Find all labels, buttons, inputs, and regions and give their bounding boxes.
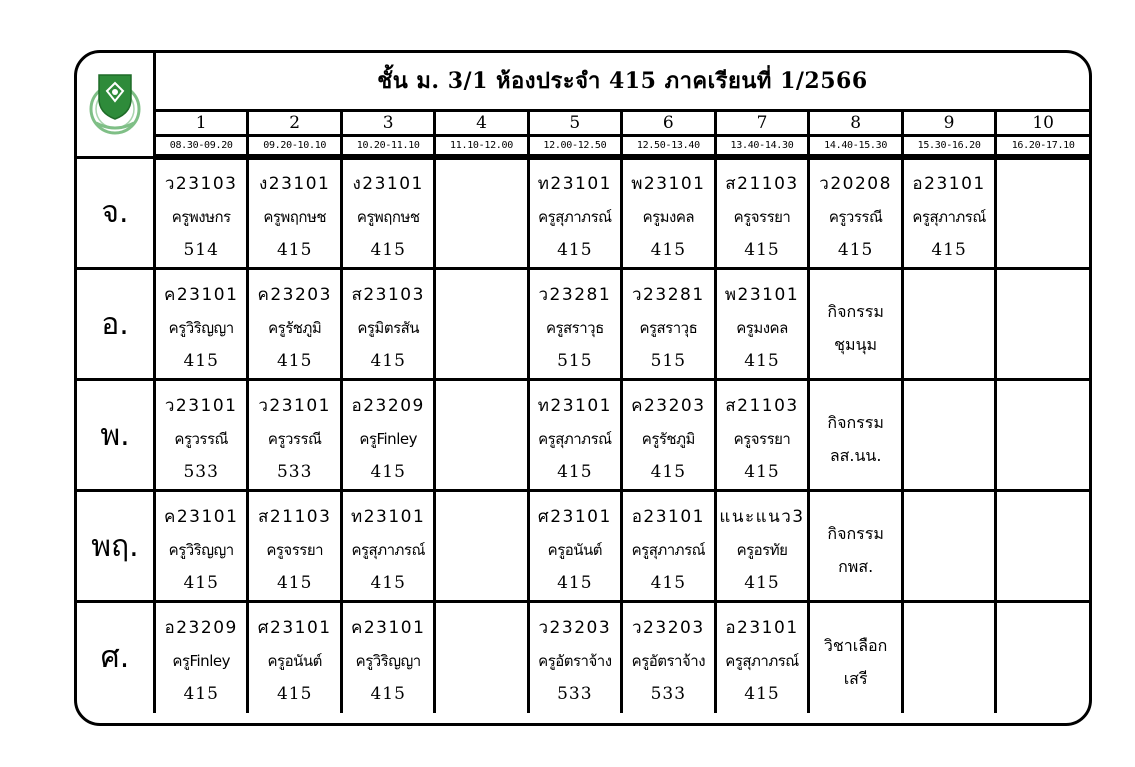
schedule-cell <box>154 380 248 491</box>
day-label: พ. <box>77 380 154 491</box>
schedule-cell <box>902 602 995 713</box>
day-label: จ. <box>77 157 154 269</box>
subject-code: ว23203 <box>632 618 705 639</box>
teacher-name: ครูอนันต์ <box>547 540 603 559</box>
room-number: 415 <box>744 350 780 371</box>
schedule-cell <box>528 157 622 269</box>
teacher-name: ครูจรรยา <box>266 540 324 559</box>
room-number: 415 <box>744 240 780 260</box>
teacher-name: ครูสุภาภรณ์ <box>912 208 986 226</box>
schedule-cell <box>528 269 622 380</box>
subject-code: พ23101 <box>724 284 800 305</box>
schedule-cell <box>248 380 342 491</box>
teacher-name: ครูสุภาภรณ์ <box>725 652 799 671</box>
room-number: 415 <box>557 461 593 482</box>
schedule-cell <box>622 157 716 269</box>
subject-code: ส23103 <box>351 284 425 305</box>
room-number: 415 <box>650 461 687 482</box>
subject-code: ง23101 <box>258 174 331 194</box>
schedule-cell <box>996 157 1089 269</box>
room-number: 514 <box>183 240 219 260</box>
period-time: 15.30-16.20 <box>902 135 995 157</box>
room-number: 415 <box>931 240 967 260</box>
subject-code: ว23281 <box>632 284 705 305</box>
schedule-cell <box>341 269 435 380</box>
period-number: 4 <box>435 110 528 135</box>
teacher-name: ครูวิริญญา <box>168 318 234 337</box>
teacher-name: ครูสราวุธ <box>545 318 604 337</box>
schedule-cell <box>154 491 248 602</box>
room-number: 415 <box>650 572 687 593</box>
activity-detail: ชุมนุม <box>834 335 878 354</box>
subject-code: ส21103 <box>725 174 799 194</box>
schedule-cell <box>996 269 1089 380</box>
schedule-cell <box>341 491 435 602</box>
subject-code: ท23101 <box>351 506 426 527</box>
teacher-name: ครูมงคล <box>736 318 788 337</box>
period-number: 3 <box>341 110 435 135</box>
schedule-cell <box>248 269 342 380</box>
subject-code: ศ23101 <box>257 618 332 639</box>
schedule-cell <box>622 491 716 602</box>
period-number: 8 <box>809 110 902 135</box>
activity-name: กิจกรรม <box>827 413 884 432</box>
period-time: 12.00-12.50 <box>528 135 622 157</box>
teacher-name: ครูอัตราจ้าง <box>538 652 612 671</box>
teacher-name: ครูสุภาภรณ์ <box>538 429 612 448</box>
period-number: 5 <box>528 110 622 135</box>
schedule-cell <box>435 380 528 491</box>
schedule-cell <box>248 491 342 602</box>
teacher-name: ครูFinley <box>172 652 230 671</box>
school-emblem-icon <box>86 69 144 135</box>
subject-code: อ23101 <box>912 174 986 194</box>
schedule-cell <box>528 380 622 491</box>
schedule-cell <box>341 602 435 713</box>
schedule-cell <box>154 269 248 380</box>
subject-code: แนะแนว3 <box>719 506 805 527</box>
schedule-cell <box>341 157 435 269</box>
schedule-cell <box>622 602 716 713</box>
subject-code: ค23101 <box>350 618 426 639</box>
activity-name: วิชาเลือก <box>823 635 888 655</box>
subject-code: พ23101 <box>631 174 706 194</box>
activity-name: กิจกรรม <box>827 302 884 321</box>
room-number: 533 <box>183 461 219 482</box>
teacher-name: ครูอนันต์ <box>267 652 322 671</box>
schedule-cell <box>809 380 902 491</box>
timetable <box>77 53 1089 713</box>
activity-detail: เสรี <box>843 668 868 688</box>
schedule-cell <box>435 157 528 269</box>
teacher-name: ครูวรรณี <box>828 208 883 226</box>
subject-code: ว23203 <box>538 618 612 639</box>
period-time: 16.20-17.10 <box>996 135 1089 157</box>
teacher-name: ครูอรทัย <box>736 540 788 559</box>
teacher-name: ครูพงษกร <box>171 208 231 226</box>
schedule-cell <box>435 491 528 602</box>
schedule-cell <box>248 157 342 269</box>
room-number: 533 <box>276 461 313 482</box>
schedule-cell <box>809 269 902 380</box>
schedule-cell <box>154 157 248 269</box>
teacher-name: ครูสุภาภรณ์ <box>631 540 706 559</box>
timetable-frame <box>74 50 1092 726</box>
schedule-cell <box>902 157 995 269</box>
room-number: 415 <box>276 350 313 371</box>
room-number: 415 <box>370 350 406 371</box>
period-time: 10.20-11.10 <box>341 135 435 157</box>
subject-code: ค23203 <box>257 284 332 305</box>
schedule-cell <box>248 602 342 713</box>
schedule-cell <box>622 380 716 491</box>
day-row <box>77 157 1089 269</box>
schedule-cell <box>809 157 902 269</box>
teacher-name: ครูจรรยา <box>733 208 791 226</box>
period-number: 2 <box>248 110 342 135</box>
room-number: 515 <box>557 350 593 371</box>
day-row <box>77 602 1089 713</box>
subject-code: ท23101 <box>537 395 612 416</box>
room-number: 533 <box>557 684 593 705</box>
schedule-cell <box>715 602 809 713</box>
room-number: 415 <box>557 240 593 260</box>
schedule-cell <box>435 269 528 380</box>
room-number: 415 <box>650 240 687 260</box>
teacher-name: ครูพฤกษช <box>356 208 420 226</box>
schedule-cell <box>902 491 995 602</box>
period-time: 13.40-14.30 <box>715 135 809 157</box>
activity-name: กิจกรรม <box>827 524 884 543</box>
day-label: พฤ. <box>77 491 154 602</box>
schedule-cell <box>528 491 622 602</box>
schedule-cell <box>435 602 528 713</box>
room-number: 415 <box>837 240 874 260</box>
period-time: 08.30-09.20 <box>154 135 248 157</box>
teacher-name: ครูมงคล <box>642 208 695 226</box>
schedule-cell <box>715 157 809 269</box>
room-number: 415 <box>744 572 780 593</box>
teacher-name: ครูวรรณี <box>174 429 228 448</box>
period-number: 10 <box>996 110 1089 135</box>
period-time: 12.50-13.40 <box>622 135 716 157</box>
schedule-cell <box>996 602 1089 713</box>
subject-code: ส21103 <box>257 506 332 527</box>
room-number: 415 <box>276 684 313 705</box>
room-number: 533 <box>650 684 687 705</box>
activity-detail: กพส. <box>838 557 874 576</box>
schedule-cell <box>154 602 248 713</box>
subject-code: ศ23101 <box>537 506 612 527</box>
teacher-name: ครูFinley <box>359 429 417 448</box>
room-number: 415 <box>370 461 406 482</box>
schedule-cell <box>809 491 902 602</box>
period-number: 1 <box>154 110 248 135</box>
teacher-name: ครูวรรณี <box>267 429 322 448</box>
subject-code: อ23209 <box>351 395 425 416</box>
schedule-cell <box>341 380 435 491</box>
subject-code: ค23101 <box>163 506 239 527</box>
subject-code: อ23101 <box>725 618 799 639</box>
subject-code: อ23209 <box>164 618 238 639</box>
room-number: 415 <box>276 240 313 260</box>
subject-code: ว23101 <box>164 395 238 416</box>
room-number: 415 <box>370 240 406 260</box>
period-number: 6 <box>622 110 716 135</box>
subject-code: ว23103 <box>164 174 238 194</box>
day-row <box>77 491 1089 602</box>
teacher-name: ครูวิริญญา <box>355 652 421 671</box>
schedule-cell <box>528 602 622 713</box>
teacher-name: ครูรัชภูมิ <box>268 318 322 337</box>
schedule-cell <box>715 491 809 602</box>
teacher-name: ครูจรรยา <box>733 429 791 448</box>
day-row <box>77 269 1089 380</box>
teacher-name: ครูพฤกษช <box>263 208 327 226</box>
subject-code: ท23101 <box>537 174 612 194</box>
room-number: 415 <box>183 684 219 705</box>
period-time: 09.20-10.10 <box>248 135 342 157</box>
day-label: อ. <box>77 269 154 380</box>
room-number: 415 <box>370 684 406 705</box>
room-number: 415 <box>744 684 780 705</box>
subject-code: ค23203 <box>631 395 706 416</box>
period-time: 14.40-15.30 <box>809 135 902 157</box>
teacher-name: ครูสุภาภรณ์ <box>538 208 612 226</box>
logo-cell <box>77 53 154 157</box>
teacher-name: ครูสราวุธ <box>639 318 698 337</box>
schedule-cell <box>809 602 902 713</box>
period-number: 7 <box>715 110 809 135</box>
teacher-name: ครูวิริญญา <box>168 540 234 559</box>
schedule-cell <box>902 269 995 380</box>
room-number: 515 <box>650 350 687 371</box>
subject-code: ว20208 <box>819 174 892 194</box>
day-row <box>77 380 1089 491</box>
teacher-name: ครูสุภาภรณ์ <box>351 540 425 559</box>
subject-code: ค23101 <box>163 284 239 305</box>
schedule-cell <box>996 380 1089 491</box>
room-number: 415 <box>276 572 313 593</box>
schedule-cell <box>715 269 809 380</box>
teacher-name: ครูมิตรสัน <box>357 318 420 337</box>
subject-code: ง23101 <box>352 174 424 194</box>
period-time: 11.10-12.00 <box>435 135 528 157</box>
room-number: 415 <box>183 572 219 593</box>
period-number: 9 <box>902 110 995 135</box>
schedule-cell <box>902 380 995 491</box>
activity-detail: ลส.นน. <box>829 446 882 465</box>
subject-code: ว23101 <box>258 395 331 416</box>
room-number: 415 <box>370 572 406 593</box>
subject-code: อ23101 <box>631 506 705 527</box>
day-label: ศ. <box>77 602 154 713</box>
room-number: 415 <box>557 572 593 593</box>
schedule-cell <box>715 380 809 491</box>
page-title: ชั้น ม. 3/1 ห้องประจำ 415 ภาคเรียนที่ 1/2566 <box>154 53 1089 110</box>
subject-code: ส21103 <box>725 395 799 416</box>
schedule-cell <box>622 269 716 380</box>
subject-code: ว23281 <box>538 284 612 305</box>
room-number: 415 <box>183 350 219 371</box>
teacher-name: ครูอัตราจ้าง <box>631 652 706 671</box>
room-number: 415 <box>744 461 780 482</box>
teacher-name: ครูรัชภูมิ <box>641 429 695 448</box>
schedule-cell <box>996 491 1089 602</box>
